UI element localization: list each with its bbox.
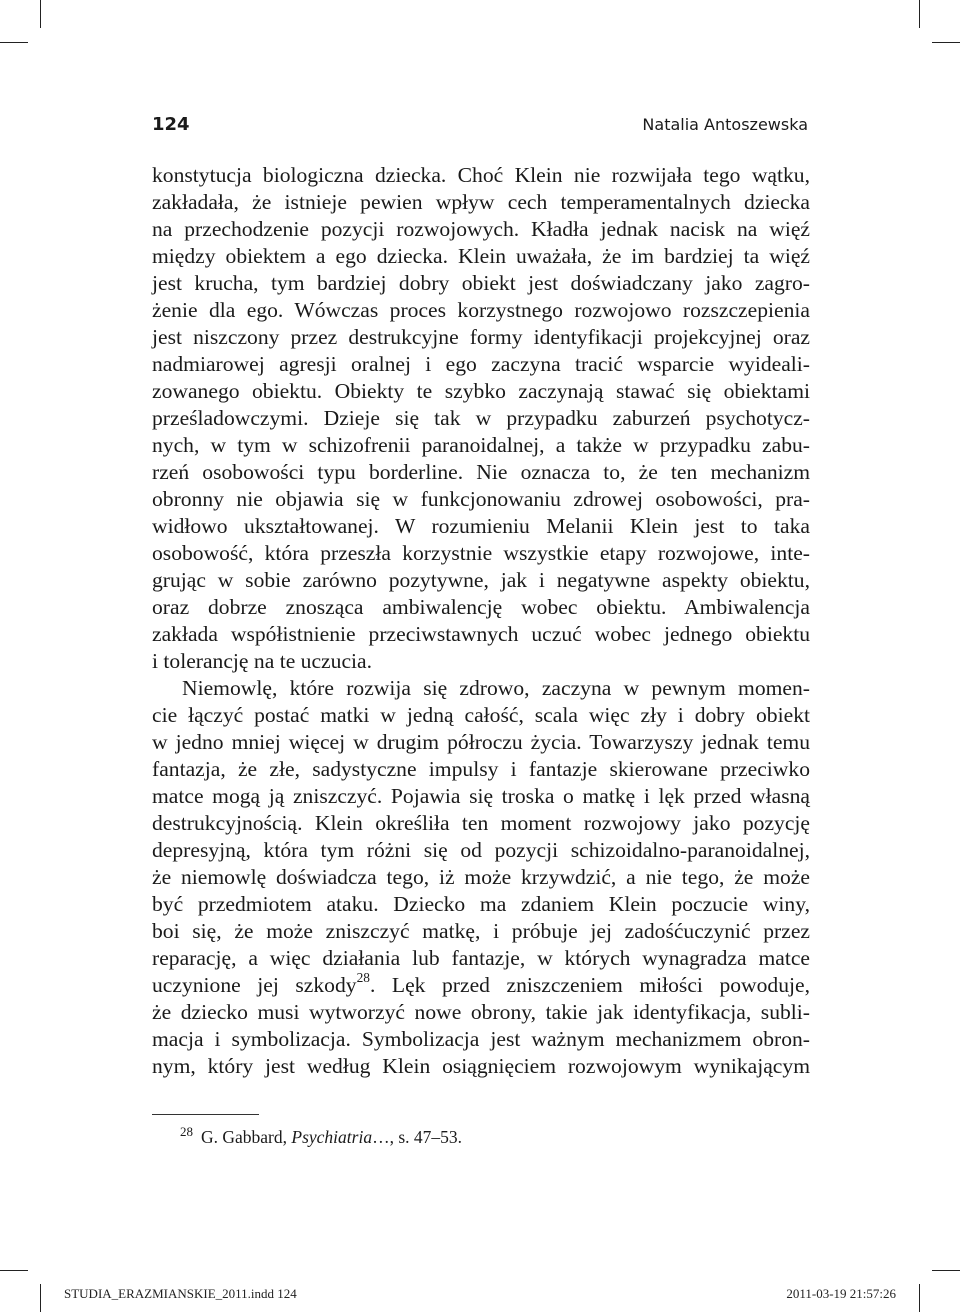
print-slug-timestamp: 2011-03-19 21:57:26: [786, 1286, 896, 1301]
text-line: że dziecko musi wytworzyć nowe obrony, takie jak identyfikacja, subli-: [152, 1000, 810, 1024]
crop-mark-top-left-h: [0, 42, 28, 43]
footnote-title: Psychiatria: [291, 1127, 373, 1147]
footnote-reference[interactable]: 28: [356, 970, 370, 986]
crop-mark-bottom-left: [40, 1284, 41, 1312]
text-line: nym, który jest według Klein osiągnięciem rozwojowym wynikającym: [152, 1054, 810, 1078]
text-line: zakładała, że istnieje pewien wpływ cech temperamentalnych dziecka: [152, 190, 810, 214]
crop-mark-bottom-right-h: [932, 1270, 960, 1271]
text-line: oraz dobrze znosząca ambiwalencję wobec obiektu. Ambiwalencja: [152, 595, 810, 619]
text-line: w jedno mniej więcej w drugim półroczu życia. Towarzyszy jednak temu: [152, 730, 810, 754]
crop-mark-bottom-right: [919, 1284, 920, 1312]
crop-mark-bottom-left-h: [0, 1270, 28, 1271]
text-line: zakłada współistnienie przeciwstawnych uczuć wobec jednego obiektu: [152, 622, 810, 646]
text-line: reparację, a więc działania lub fantazje, w których wynagradza matce: [152, 946, 810, 970]
text-line: rzeń osobowości typu borderline. Nie oznacza to, że ten mechanizm: [152, 460, 810, 484]
footnote: [180, 1125, 462, 1149]
text-line: fantazja, że złe, sadystyczne impulsy i fantazje skierowane przeciwko: [152, 757, 810, 781]
text-line: nych, w tym w schizofrenii paranoidalnej, a także w przypadku zabu-: [152, 433, 810, 457]
text-line-paragraph-start: Niemowlę, które rozwija się zdrowo, zaczyna w pewnym momen-: [182, 676, 810, 700]
crop-mark-top-right: [919, 0, 920, 28]
text-line-paragraph-end: i tolerancję na te uczucia.: [152, 649, 373, 673]
footnote-pages: …, s. 47–53.: [372, 1127, 463, 1147]
text-line: na przechodzenie pozycji rozwojowych. Kładła jednak nacisk na więź: [152, 217, 810, 241]
text-line: grując w sobie zarówno pozytywne, jak i negatywne aspekty obiektu,: [152, 568, 810, 592]
footnote-separator: [152, 1114, 259, 1115]
running-head-author: Natalia Antoszewska: [642, 115, 808, 134]
running-head: [152, 114, 808, 142]
text-line: osobowość, która przeszła korzystnie wszystkie etapy rozwojowe, inte-: [152, 541, 810, 565]
text-line: żenie dla ego. Wówczas proces korzystnego rozwojowo rozszczepienia: [152, 298, 810, 322]
body-text: [152, 162, 810, 1080]
footnote-author: G. Gabbard,: [201, 1127, 292, 1147]
text-line: obronny nie objawia się w funkcjonowaniu zdrowej osobowości, pra-: [152, 487, 810, 511]
print-slug-file: STUDIA_ERAZMIANSKIE_2011.indd 124: [64, 1286, 297, 1301]
page-number: 124: [152, 114, 190, 135]
text-line: cie łączyć postać matki w jedną całość, scala więc zły i dobry obiekt: [152, 703, 810, 727]
text-line: macja i symbolizacja. Symbolizacja jest ważnym mechanizmem obron-: [152, 1027, 810, 1051]
text-line: boi się, że może zniszczyć matkę, i próbuje jej zadośćuczynić przez: [152, 919, 810, 943]
crop-mark-top-right-h: [932, 42, 960, 43]
text-line: między obiektem a ego dziecka. Klein uważała, że im bardziej ta więź: [152, 244, 810, 268]
crop-mark-top-left: [40, 0, 41, 28]
text-line: prześladowczymi. Dzieje się tak w przypadku zaburzeń psychotycz-: [152, 406, 810, 430]
text-line-with-footnote-ref: [152, 972, 810, 999]
text-line: zowanego obiektu. Obiekty te szybko zaczynają stawać się obiektami: [152, 379, 810, 403]
text-fragment: uczynione jej szkody: [152, 973, 357, 997]
text-line: konstytucja biologiczna dziecka. Choć Klein nie rozwijała tego wątku,: [152, 163, 810, 187]
footnote-number: 28: [180, 1124, 193, 1140]
text-line: destrukcyjnością. Klein określiła ten moment rozwojowy jako pozycję: [152, 811, 810, 835]
text-line: że niemowlę doświadcza tego, iż może krzywdzić, a nie tego, że może: [152, 865, 810, 889]
text-line: widłowo ukształtowanej. W rozumieniu Melanii Klein jest to taka: [152, 514, 810, 538]
text-line: depresyjną, która tym różni się od pozycji schizoidalno-paranoidalnej,: [152, 838, 810, 862]
text-line: jest krucha, tym bardziej dobry obiekt jest doświadczany jako zagro-: [152, 271, 810, 295]
text-line: matce mogą ją zniszczyć. Pojawia się troska o matkę i lęk przed własną: [152, 784, 810, 808]
text-fragment: . Lęk przed zniszczeniem miłości powoduje,: [369, 973, 810, 997]
text-line: nadmiarowej agresji oralnej i ego zaczyna tracić wsparcie wyideali-: [152, 352, 810, 376]
text-line: być przedmiotem ataku. Dziecko ma zdaniem Klein poczucie winy,: [152, 892, 810, 916]
text-line: jest niszczony przez destrukcyjne formy identyfikacji projekcyjnej oraz: [152, 325, 810, 349]
